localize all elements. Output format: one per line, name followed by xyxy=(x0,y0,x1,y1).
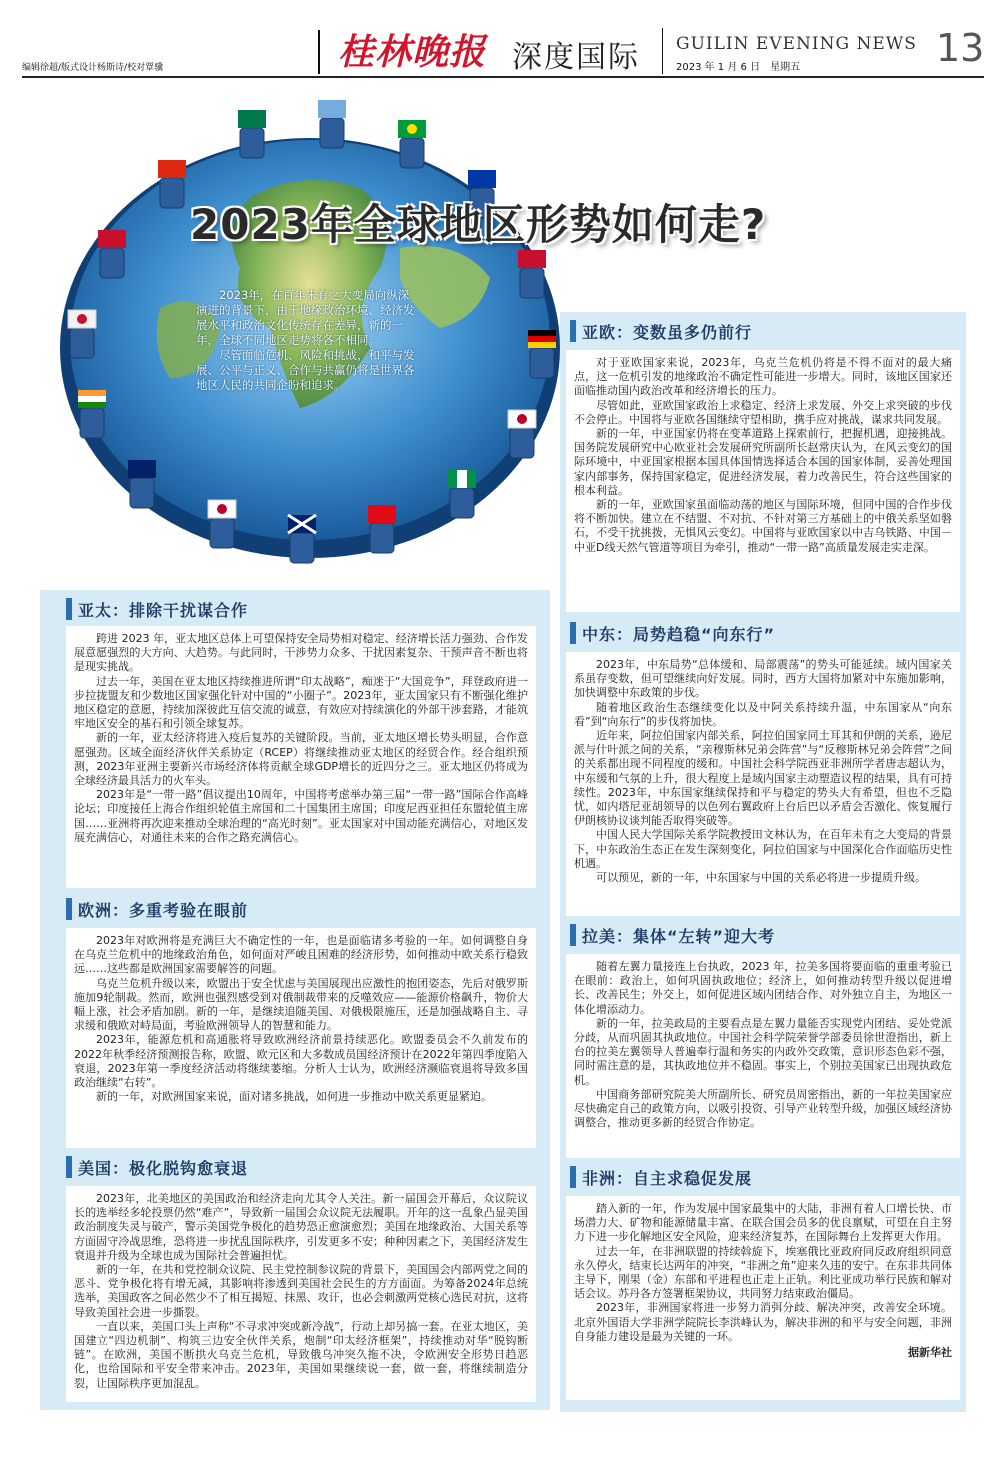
source-credit: 据新华社 xyxy=(908,1346,952,1360)
section-title-yaou: 亚欧：变数虽多仍前行 xyxy=(582,322,753,342)
paragraph: 踏入新的一年，作为发展中国家最集中的大陆，非洲有着人口增长快、市场潜力大、矿物和能源储量丰富、在联合国会员多的优良禀赋，可望在自主努力下进一步化解地区安全风险，迎来经济复苏，在国际舞台上发挥更大作用。 xyxy=(574,1202,952,1244)
section-yaou xyxy=(570,316,960,346)
paragraph: 近年来，阿拉伯国家内部关系，阿拉伯国家同土耳其和伊朗的关系，逊尼派与什叶派之间的关系，“亲穆斯林兄弟会阵营”与“反穆斯林兄弟会阵营”之间的关系都出现不同程度的缓和。中国社会科学院西亚非洲所学者唐志超认为，中东缓和气氛的上升，很大程度上是域内国家主动塑造议程的结果，具有可持续性。2023年，中东国家继续保持和平与稳定的势头大有希望，但也不乏隐忧，如内塔尼亚胡领导的以色列右翼政府上台后巴以矛盾会否激化、恢复履行伊朗核协议谈判能否取得突破等。 xyxy=(574,729,952,828)
section-name: 深度国际 xyxy=(512,40,640,75)
section-lamei xyxy=(570,920,960,950)
paragraph: 一直以来，美国口头上声称“不寻求冲突或新冷战”，行动上却另搞一套。在亚太地区，美国建立“四边机制”、构筑三边安全伙伴关系，炮制“印太经济框架”，持续推动对华“脱钩断链”。在欧洲，美国不断拱火乌克兰危机，导致俄乌冲突久拖不决，令欧洲安全形势日趋恶化，也给国际和平安全带来冲击。2023年，美国如果继续说一套，做一套，将继续制造分裂，让国际秩序更加混乱。 xyxy=(74,1319,528,1390)
section-yatai xyxy=(66,594,546,624)
article-yaou xyxy=(566,350,960,612)
paragraph: 2023年，北美地区的美国政治和经济走向尤其令人关注。新一届国会开幕后，众议院议长的选举经多轮投票仍然“难产”，导致新一届国会众议院无法履职。开年的这一乱象凸显美国政治制度失灵与破产，警示美国党争极化的趋势恐正愈演愈烈；美国在地缘政治、大国关系等方面固守冷战思维，恐将进一步扰乱国际秩序，引发更多不安；种种因素之下，美国经济发生衰退并升级为全球也成为国际社会普遍担忧。 xyxy=(74,1192,528,1262)
section-heading xyxy=(570,920,960,950)
section-heading xyxy=(66,1152,546,1182)
heading-accent xyxy=(66,1156,72,1178)
section-title-feizhou: 非洲：自主求稳促发展 xyxy=(582,1168,753,1188)
article-zhongdong xyxy=(566,652,960,916)
section-title-meiguo: 美国：极化脱钩愈衰退 xyxy=(78,1158,249,1178)
paragraph: 中国人民大学国际关系学院教授田文林认为，在百年未有之大变局的背景下，中东政治生态正在发生深刻变化，阿拉伯国家与中国深化合作面临历史性机遇。 xyxy=(574,828,952,870)
masthead-divider xyxy=(318,30,320,74)
paragraph: 跨进 2023 年，亚太地区总体上可望保持安全局势相对稳定、经济增长活力强劲、合作发展意愿强烈的大方向、大趋势。与此同时，干涉势力众多、干扰因素复杂、干预声音不断也将是现实挑战。 xyxy=(74,632,528,674)
paragraph: 过去一年，美国在亚太地区持续推进所谓“印太战略”，痴迷于“大国竞争”，拜登政府进一步拉拢盟友和少数地区国家强化针对中国的“小圈子”。2023年，亚太国家只有不断强化维护地区稳定的意愿，持续加深彼此互信交流的诚意，有效应对持续演化的外部干涉套路，才能筑牢地区安全的基石和引领全球复苏。 xyxy=(74,674,528,731)
heading-accent xyxy=(66,598,72,620)
section-ouzhou xyxy=(66,894,546,924)
masthead-divider-right xyxy=(662,28,663,74)
paper-name-english: GUILIN EVENING NEWS xyxy=(676,34,917,54)
heading-accent xyxy=(570,924,576,946)
paragraph: 2023年，中东局势“总体缓和、局部震荡”的势头可能延续。域内国家关系虽存变数，但可望继续向好发展。同时，西方大国将加紧对中东施加影响，加快调整中东政策的步伐。 xyxy=(574,658,952,700)
paragraph: 2023年对欧洲将是充满巨大不确定性的一年，也是面临诸多考验的一年。如何调整自身在乌克兰危机中的地缘政治角色，如何面对严峻且困难的经济形势，如何推动中欧关系行稳致远……这些都是欧洲国家需要解答的问题。 xyxy=(74,934,528,976)
paragraph: 新的一年，亚太经济将进入疫后复苏的关键阶段。当前，亚太地区增长势头明显，合作意愿强劲。区域全面经济伙伴关系协定（RCEP）将继续推动亚太地区的经贸合作。经合组织预测，2023年亚洲主要新兴市场经济体将贡献全球GDP增长的近四分之三。亚太地区仍将成为全球经济最具活力的火车头。 xyxy=(74,731,528,788)
heading-accent xyxy=(570,1166,576,1188)
section-title-zhongdong: 中东：局势趋稳“向东行” xyxy=(582,624,776,644)
staff-credits: 编辑徐超/版式设计杨斯诗/校对覃骥 xyxy=(22,63,164,73)
section-zhongdong xyxy=(570,618,960,648)
article-lamei xyxy=(566,954,960,1158)
publication-date: 2023 年 1 月 6 日 星期五 xyxy=(676,62,801,73)
section-feizhou xyxy=(570,1162,960,1192)
heading-accent xyxy=(570,622,576,644)
paragraph: 新的一年，拉美政局的主要看点是左翼力量能否实现党内团结、妥处党派分歧，从而巩固其执政地位。中国社会科学院荣誉学部委员徐世澄指出，新上台的拉美左翼领导人普遍奉行温和务实的内政外交政策，意识形态色彩不强，同时需注意的是，其执政地位并不稳固。事实上，个别拉美国家已出现执政危机。 xyxy=(574,1016,952,1087)
article-ouzhou xyxy=(66,928,536,1148)
paragraph: 新的一年，中亚国家仍将在变革道路上探索前行，把握机遇，迎接挑战。国务院发展研究中心欧亚社会发展研究所副所长赵常庆认为，在风云变幻的国际环境中，中亚国家根据本国具体国情选择适合本国的国家体制，妥善处理国家内部事务，保持国家稳定，促进经济发展，着力改善民生，符合这些国家的根本利益。 xyxy=(574,427,952,497)
section-heading xyxy=(66,594,546,624)
paragraph: 随着地区政治生态继续变化以及中阿关系持续升温，中东国家从“向东看”到“向东行”的步伐将加快。 xyxy=(574,700,952,728)
heading-accent xyxy=(66,898,72,920)
paragraph: 2023年是“一带一路”倡议提出10周年，中国将考虑举办第三届“一带一路”国际合作高峰论坛；印度接任上海合作组织轮值主席国和二十国集团主席国；印度尼西亚担任东盟轮值主席国……亚洲将再次迎来推动全球治理的“高光时刻”。亚太国家对中国动能充满信心，对地区发展充满信心，对通往未来的合作之路充满信心。 xyxy=(74,788,528,844)
section-title-ouzhou: 欧洲：多重考验在眼前 xyxy=(78,900,249,920)
intro-paragraph: 尽管面临危机、风险和挑战，和平与发展、公平与正义、合作与共赢仍将是世界各地区人民的共同企盼和追求。 xyxy=(196,348,415,392)
paragraph: 过去一年，在非洲联盟的持续斡旋下，埃塞俄比亚政府同反政府组织同意永久停火，结束长达两年的冲突，“非洲之角”迎来久违的安宁。在东非共同体主导下，刚果（金）东部和平进程也正走上正轨。利比亚成功举行民族和解对话会议。苏丹各方签署框架协议，共同努力结束政治僵局。 xyxy=(574,1244,952,1301)
article-feizhou xyxy=(566,1196,960,1400)
intro-text xyxy=(196,288,420,393)
section-heading xyxy=(66,894,546,924)
intro-paragraph: 2023年，在百年未有之大变局向纵深演进的背景下，由于地缘政治环境、经济发展水平和政治文化传统存在差异，新的一年，全球不同地区走势将各不相同。 xyxy=(196,288,415,347)
paragraph: 乌克兰危机升级以来，欧盟出于安全忧虑与美国展现出应激性的抱团姿态，先后对俄罗斯施加9轮制裁。然而，欧洲也强烈感受到对俄制裁带来的反噬效应——能源价格飙升，物价大幅上涨，社会矛盾加剧。新的一年，是继续追随美国、对俄极限施压，还是加强战略自主、寻求缓和俄欧对峙局面，考验欧洲领导人的智慧和能力。 xyxy=(74,976,528,1033)
paragraph: 新的一年，对欧洲国家来说，面对诸多挑战，如何进一步推动中欧关系更显紧迫。 xyxy=(96,1090,492,1104)
newspaper-logo: 桂林晚报 xyxy=(338,31,487,73)
paragraph: 中国商务部研究院美大所副所长、研究员周密指出，新的一年拉美国家应尽快确定自己的政策方向，以吸引投资、引导产业转型升级，加强区域经济协调整合，推动更多新的经贸合作协定。 xyxy=(574,1087,952,1130)
page-number: 13 xyxy=(936,26,985,70)
paragraph: 对于亚欧国家来说，2023年，乌克兰危机仍将是不得不面对的最大痛点，这一危机引发的地缘政治不确定性可能进一步增大。同时，该地区国家还面临推动国内政治改革和经济增长的压力。 xyxy=(574,356,952,398)
section-title-yatai: 亚太：排除干扰谋合作 xyxy=(78,600,249,620)
article-meiguo xyxy=(66,1186,536,1402)
paragraph: 2023年，能源危机和高通胀将导致欧洲经济前景持续恶化。欧盟委员会不久前发布的2022年秋季经济预测报告称，欧盟、欧元区和大多数成员国经济预计在2022年第四季度陷入衰退，2023年第一季度经济活动将继续萎缩。分析人士认为，欧洲经济濒临衰退将导致多国政治继续“右转”。 xyxy=(74,1033,528,1090)
page-title: 2023年全球地区形势如何走? xyxy=(190,200,767,249)
section-heading xyxy=(570,1162,960,1192)
section-heading xyxy=(570,618,960,648)
paragraph: 可以预见，新的一年，中东国家与中国的关系必将进一步提质升级。 xyxy=(596,871,926,885)
section-title-lamei: 拉美：集体“左转”迎大考 xyxy=(582,926,776,946)
paragraph: 随着左翼力量接连上台执政，2023 年，拉美多国将要面临的重重考验已在眼前：政治上，如何巩固执政地位；经济上，如何推动转型升级以促进增长、改善民生；外交上，如何促进区域内团结合作、对外独立自主，为地区一体化增添动力。 xyxy=(574,960,952,1016)
paragraph: 2023年，非洲国家将进一步努力消弭分歧、解决冲突，改善安全环境。北京外国语大学非洲学院院长李洪峰认为，解决非洲的和平与安全问题，非洲自身能力建设是最为关键的一环。 xyxy=(574,1301,952,1343)
article-yatai xyxy=(66,626,536,888)
section-heading xyxy=(570,316,960,346)
heading-accent xyxy=(570,320,576,342)
paragraph: 新的一年，在共和党控制众议院、民主党控制参议院的背景下，美国国会内部两党之间的恶斗、党争极化将有增无减，其影响将渗透到美国社会民生的方方面面。为筹备2024年总统选举，美国政客之间必然少不了相互揭短、抹黑、攻讦，也必会刺激两党核心选民对抗，这将导致美国社会进一步撕裂。 xyxy=(74,1263,528,1319)
paragraph: 尽管如此，亚欧国家政治上求稳定、经济上求发展、外交上求突破的步伐不会停止。中国将与亚欧各国继续守望相助，携手应对挑战，谋求共同发展。 xyxy=(574,398,952,426)
paragraph: 新的一年，亚欧国家虽面临动荡的地区与国际环境，但同中国的合作步伐将不断加快。建立在不结盟、不对抗、不针对第三方基础上的中俄关系坚如磐石，不受干扰挑拨，无惧风云变幻。中国将与亚欧国家以中吉乌铁路、中国－中亚D线天然气管道等项目为牵引，推动“一带一路”高质量发展走实走深。 xyxy=(574,498,952,554)
section-meiguo xyxy=(66,1152,546,1182)
